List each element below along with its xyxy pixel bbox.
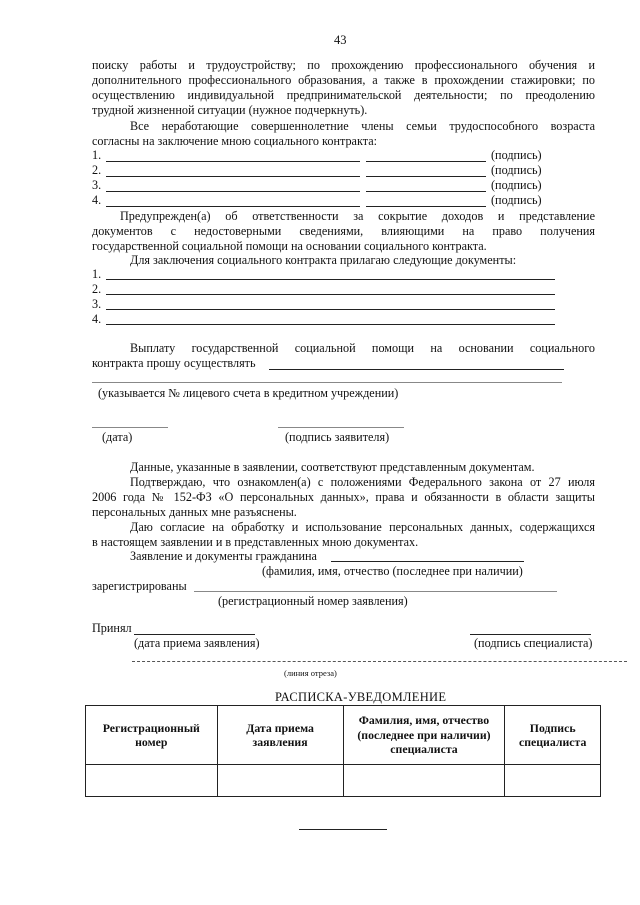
- document-number: 2.: [92, 282, 102, 296]
- intro-line-2: дополнительного профессионального образования, а также в прохождении стажировки; по: [92, 73, 595, 87]
- intro-line-1: поиску работы и трудоустройству; по прохождению профессионального обучения и: [92, 58, 595, 72]
- specialist-signature-field[interactable]: [470, 634, 591, 635]
- account-caption: (указывается № лицевого счета в кредитном учреждении): [98, 386, 399, 400]
- member-signature-field[interactable]: [366, 176, 486, 177]
- page-number: 43: [334, 33, 347, 47]
- confirm-line-3: 2006 года № 152-ФЗ «О персональных данных», права и обязанности в области защиты: [92, 490, 595, 504]
- signature-caption: (подпись): [491, 178, 542, 192]
- document-number: 1.: [92, 267, 102, 281]
- date-caption: (дата): [102, 430, 133, 444]
- footer-rule: [299, 829, 387, 830]
- document-number: 4.: [92, 312, 102, 326]
- row-number: 4.: [92, 193, 102, 207]
- receipt-entry-row: [86, 765, 601, 797]
- document-field-3[interactable]: [106, 309, 555, 310]
- confirm-line-4: персональных данных мне разъяснены.: [92, 505, 297, 519]
- reg-number-cell[interactable]: [86, 765, 218, 797]
- confirm-line-5: Даю согласие на обработку и использование персональных данных, содержащихся: [130, 520, 595, 534]
- intro-line-4: трудной жизненной ситуации (нужное подчеркнуть).: [92, 103, 368, 117]
- member-signature-field[interactable]: [366, 206, 486, 207]
- member-signature-field[interactable]: [366, 161, 486, 162]
- applicant-signature-caption: (подпись заявителя): [285, 430, 390, 444]
- row-number: 1.: [92, 148, 102, 162]
- accepted-label: Принял: [92, 621, 132, 635]
- registration-number-field[interactable]: [194, 591, 557, 592]
- cut-line-caption: (линия отреза): [284, 668, 337, 678]
- registration-number-caption: (регистрационный номер заявления): [218, 594, 408, 608]
- payment-line-1: Выплату государственной социальной помощи на основании социального: [130, 341, 595, 355]
- warning-line-1: Предупрежден(а) об ответственности за сокрытие доходов и представление: [120, 209, 595, 223]
- payment-line-2: контракта прошу осуществлять: [92, 356, 256, 370]
- applicant-signature-field[interactable]: [278, 427, 404, 428]
- docs-of-citizen-label: Заявление и документы гражданина: [130, 549, 317, 563]
- account-field[interactable]: [269, 369, 564, 370]
- document-number: 3.: [92, 297, 102, 311]
- warning-line-2: документов с недостоверными сведениями, влияющими на право получения: [92, 224, 595, 238]
- family-consent-line-2: согласны на заключение мною социального контракта:: [92, 134, 377, 148]
- signature-caption: (подпись): [491, 163, 542, 177]
- citizen-name-field[interactable]: [331, 561, 524, 562]
- header-receipt-date: Дата приема заявления: [217, 706, 343, 765]
- document-field-4[interactable]: [106, 324, 555, 325]
- warning-line-3: государственной социальной помощи на основании социального контракта.: [92, 239, 487, 253]
- acceptance-date-field[interactable]: [134, 634, 255, 635]
- cut-line: [132, 661, 627, 662]
- specialist-name-cell[interactable]: [343, 765, 505, 797]
- account-field-continuation[interactable]: [92, 382, 562, 383]
- receipt-table: [85, 705, 601, 797]
- specialist-signature-caption: (подпись специалиста): [474, 636, 593, 650]
- specialist-signature-cell[interactable]: [505, 765, 601, 797]
- confirm-line-1: Данные, указанные в заявлении, соответствуют представленным документам.: [130, 460, 535, 474]
- receipt-header-row: [86, 706, 601, 765]
- member-name-field[interactable]: [106, 191, 360, 192]
- member-name-field[interactable]: [106, 176, 360, 177]
- header-specialist-signature: Подпись специалиста: [505, 706, 601, 765]
- intro-line-3: осуществлению индивидуальной предпринимательской деятельности; по преодолению: [92, 88, 595, 102]
- registered-label: зарегистрированы: [92, 579, 187, 593]
- family-consent-line-1: Все неработающие совершеннолетние члены семьи трудоспособного возраста: [130, 119, 595, 133]
- acceptance-date-caption: (дата приема заявления): [134, 636, 260, 650]
- signature-caption: (подпись): [491, 193, 542, 207]
- header-specialist-name: Фамилия, имя, отчество (последнее при наличии) специалиста: [343, 706, 505, 765]
- document-field-1[interactable]: [106, 279, 555, 280]
- confirm-line-2: Подтверждаю, что ознакомлен(а) с положениями Федерального закона от 27 июля: [130, 475, 595, 489]
- confirm-line-6: в настоящем заявлении и в представленных мною документах.: [92, 535, 419, 549]
- member-name-field[interactable]: [106, 161, 360, 162]
- document-field-2[interactable]: [106, 294, 555, 295]
- date-field[interactable]: [92, 427, 168, 428]
- receipt-date-cell[interactable]: [217, 765, 343, 797]
- row-number: 3.: [92, 178, 102, 192]
- member-name-field[interactable]: [106, 206, 360, 207]
- receipt-title: РАСПИСКА-УВЕДОМЛЕНИЕ: [275, 690, 447, 704]
- member-signature-field[interactable]: [366, 191, 486, 192]
- signature-caption: (подпись): [491, 148, 542, 162]
- fio-caption: (фамилия, имя, отчество (последнее при наличии): [262, 564, 523, 578]
- row-number: 2.: [92, 163, 102, 177]
- documents-heading: Для заключения социального контракта прилагаю следующие документы:: [130, 253, 517, 267]
- header-reg-number: Регистрационный номер: [86, 706, 218, 765]
